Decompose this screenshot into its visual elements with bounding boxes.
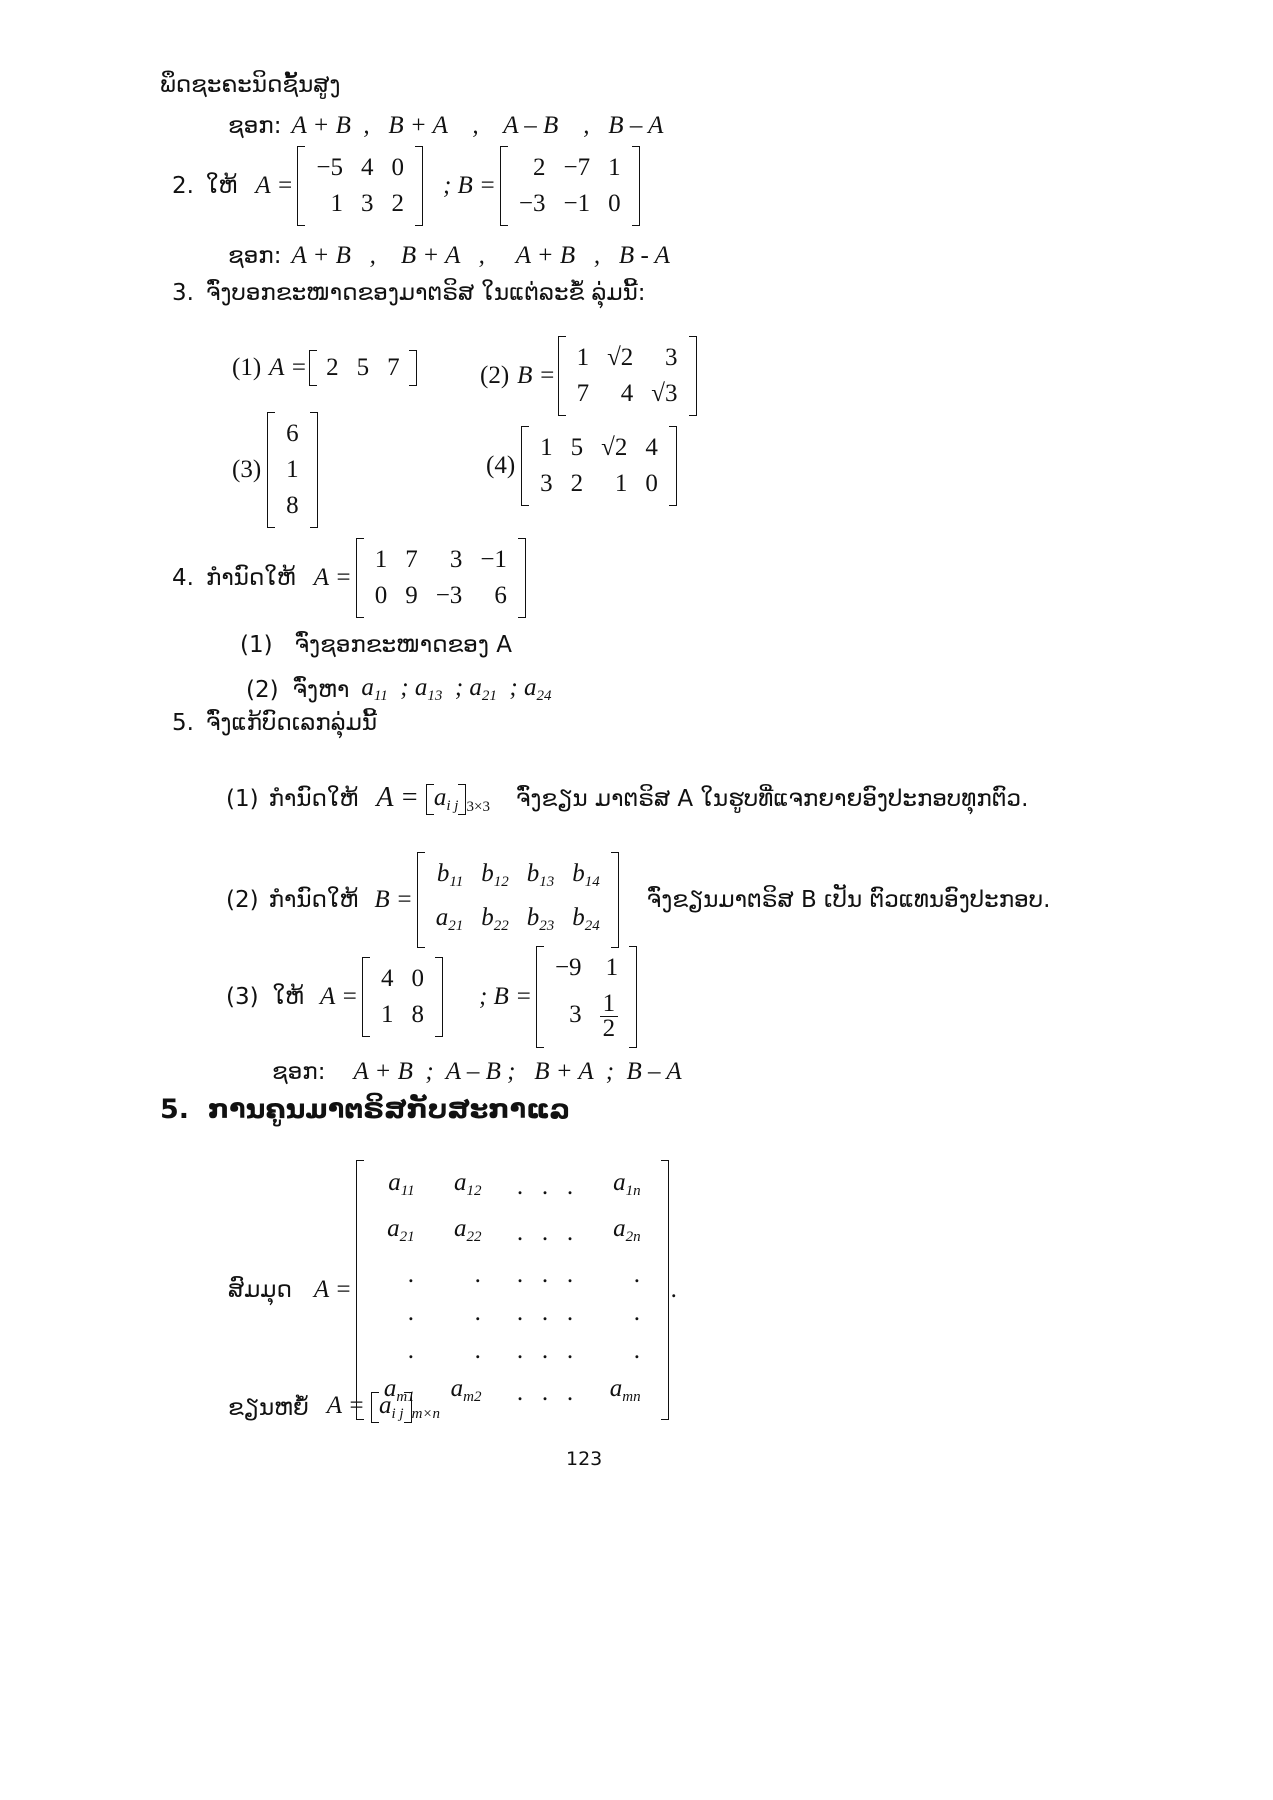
ex2-number: 2.	[172, 173, 194, 199]
ex3-item-2	[480, 336, 697, 416]
short-expr: $A = a_{i j}$ $_{m\times n}$	[326, 1392, 441, 1423]
elements-list: $a_{11}$ ; $a_{13}$ ; $a_{21}$ ; $a_{24}$	[361, 674, 552, 704]
matrix-A: 1 7 3 −1 0 9 −3 6	[356, 538, 526, 618]
general-matrix: $a_{11}$ $a_{12}$ . . . $a_{1n}$ $a_{21}$ $a_{22}$ . . . $a_{2n}$ . . . . . . . . . . . . . . . . . . $a_{m1}$ $a_{m2}$ . . . $a_{mn}$	[356, 1160, 669, 1420]
matrix-2x4: 1 5 √2 4 3 2 1 0	[521, 426, 677, 506]
find-expr: A + B , B + A , A + B , B - A	[291, 242, 670, 269]
ex3-item-3	[232, 412, 318, 528]
var-A: A =	[313, 564, 352, 591]
period: .	[670, 1276, 677, 1303]
part-label: ໃຫ້	[272, 984, 305, 1010]
ex3-item-4	[486, 426, 677, 506]
var-B: ; B =	[478, 983, 532, 1010]
find-expr: A + B , B + A , A – B , B – A	[291, 112, 664, 139]
part-text: ຈົ່ງຂຽນ ມາຕຣິສ A ໃນຮູບທີ່ແຈກຍາຍອົງປະກອບທຸກຕົວ.	[515, 786, 1029, 812]
q-num: (2)	[246, 676, 279, 703]
find-label: ຊອກ:	[272, 1059, 326, 1085]
section-title: 5. ການຄູນມາຕຣິສກັບສະກາແລ	[160, 1094, 571, 1125]
part-num: (2)	[226, 887, 259, 913]
exercise-3	[172, 280, 646, 306]
exercise-5	[172, 710, 377, 736]
var-B: B =	[517, 362, 556, 389]
find-label: ຊອກ:	[228, 243, 282, 269]
find-label: ຊອກ:	[228, 113, 282, 139]
item-label: (1)	[232, 354, 262, 381]
q-num: (1)	[240, 632, 273, 658]
part-label: ກຳນົດໃຫ້	[268, 887, 359, 913]
part-label: ກຳນົດໃຫ້	[268, 786, 359, 812]
var-A: A =	[313, 1276, 352, 1303]
matrix-row: 2 5 7	[309, 350, 417, 386]
var-A: A =	[255, 172, 294, 199]
ex2-label: ໃຫ້	[205, 173, 238, 199]
ex4-label: ກຳນົດໃຫ້	[205, 565, 296, 591]
part-text: ຈົ່ງຂຽນມາຕຣິສ B ເປັນ ຕົວແທນອົງປະກອບ.	[646, 887, 1051, 913]
ex5-part-1	[226, 782, 1028, 816]
exercise-2	[172, 146, 640, 226]
ex5-number: 5.	[172, 710, 194, 736]
item-label: (2)	[480, 362, 510, 389]
item-label: (3)	[232, 456, 262, 483]
short-label: ຂຽນຫຍໍ້	[228, 1394, 309, 1421]
ex5-part-2	[226, 852, 1050, 948]
var-A: A =	[320, 983, 358, 1010]
ex4-number: 4.	[172, 565, 194, 591]
ex4-q2	[246, 674, 552, 705]
matrix-column: 6 1 8	[267, 412, 318, 528]
ex4-q1	[240, 632, 512, 658]
page-header: ພຶດຊະຄະນິດຊັ້ນສູງ	[160, 72, 341, 98]
item-label: (4)	[486, 452, 516, 479]
ex5-part-3	[226, 946, 637, 1048]
var-B: B =	[374, 886, 413, 913]
q-text: ຈົ່ງຊອກຂະໜາດຂອງ A	[294, 632, 512, 658]
ex5-find-line	[272, 1058, 682, 1086]
assume-label: ສົມມຸດ	[228, 1277, 292, 1303]
exercise-4	[172, 538, 526, 618]
matrix-notation: $A = a_{i j}$ $_{3\times 3}$	[376, 782, 490, 815]
short-notation	[228, 1392, 440, 1423]
var-A: A =	[269, 354, 308, 381]
find-expr: A + B ; A – B ; B + A ; B – A	[353, 1058, 682, 1085]
ex2-find-line	[228, 242, 670, 270]
matrix-B-symbolic: $b_{11}$ $b_{12}$ $b_{13}$ $b_{14}$ $a_{21}$ $b_{22}$ $b_{23}$ $b_{24}$	[417, 852, 619, 948]
matrix-B: 2 −7 1 −3 −1 0	[500, 146, 640, 226]
ex1-find-line	[228, 112, 663, 140]
ex5-text: ຈົ່ງແກ້ບົດເລກລຸ່ມນີ້	[205, 710, 378, 736]
ex3-number: 3.	[172, 280, 194, 306]
matrix-2x3: 1 √2 3 7 4 √3	[558, 336, 697, 416]
matrix-A: −5 4 0 1 3 2	[297, 146, 423, 226]
general-matrix-block	[228, 1160, 677, 1420]
fraction-one-half: $\frac{1}{2}$	[600, 992, 619, 1041]
part-num: (1)	[226, 786, 259, 812]
ex3-text: ຈົ່ງບອກຂະໜາດຂອງມາຕຣິສ ໃນແຕ່ລະຂໍ້ ລຸ່ມນີ້:	[205, 280, 646, 306]
matrix-B: −9 1 3 $\frac{1}{2}$	[536, 946, 637, 1048]
page-number: 123	[566, 1448, 603, 1470]
ex3-item-1	[232, 350, 417, 386]
var-B: ; B =	[442, 172, 496, 199]
part-num: (3)	[226, 984, 259, 1010]
matrix-A: 4 0 1 8	[362, 957, 443, 1037]
q-text: ຈົ່ງຫາ	[292, 676, 350, 703]
